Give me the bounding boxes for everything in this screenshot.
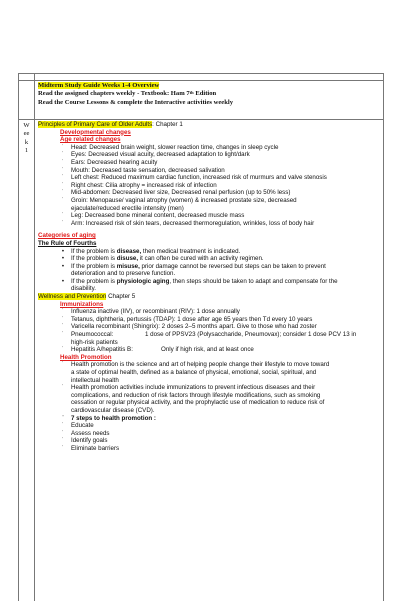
dash-icon: ˙ bbox=[61, 174, 65, 182]
dash-icon: ˙ bbox=[61, 143, 65, 151]
bullet-icon: • bbox=[61, 262, 65, 270]
list-item: ˙ Health promotion is the science and art of helping people change their lifestyle to move toward bbox=[61, 361, 330, 369]
list-item: ˙ Health promotion activities include immunizations to prevent infectious diseases and their bbox=[61, 384, 316, 392]
rule-item: deterioration and to preserve function. bbox=[71, 270, 176, 278]
dash-icon: ˙ bbox=[61, 315, 65, 323]
dash-icon: ˙ bbox=[61, 158, 65, 166]
rule-item: • If the problem is disuse, it can often be cured with an activity regimen. bbox=[61, 255, 264, 263]
dash-icon: ˙ bbox=[61, 166, 65, 174]
section-wellness: Wellness and Prevention Chapter 5 bbox=[38, 293, 136, 301]
dash-icon: ˙ bbox=[61, 212, 65, 220]
list-item: complications, and reduction of risk factors through lifestyle modifications, such as smoking bbox=[71, 391, 321, 399]
health-promotion-list bbox=[38, 361, 382, 452]
dash-icon: ˙ bbox=[61, 429, 65, 437]
list-item: ˙ Varicella recombinant (Shingrix): 2 doses 2–5 months apart. Give to those who had zoster bbox=[61, 323, 317, 331]
heading-categories: Categories of aging bbox=[38, 232, 96, 240]
dash-icon: ˙ bbox=[61, 384, 65, 392]
heading-rule-of-fourths: The Rule of Fourths bbox=[38, 239, 97, 247]
dash-icon: ˙ bbox=[61, 181, 65, 189]
list-item: ˙ Eliminate barriers bbox=[61, 444, 120, 452]
dash-icon: ˙ bbox=[61, 323, 65, 331]
column-divider bbox=[34, 81, 35, 601]
list-item: ˙ Identify goals bbox=[61, 437, 108, 445]
list-item: ˙ Tetanus, diphtheria, pertussis (TDAP): 1 dose after age 65 years then Td every 10 years bbox=[61, 315, 313, 323]
list-item: ˙ Hepatitis A/hepatitis B: Only if high risk, and at least once bbox=[61, 346, 254, 354]
rule-item: disability. bbox=[71, 285, 96, 293]
rule-item: • If the problem is misuse, prior damage cannot be reversed but steps can be taken to prevent bbox=[61, 262, 326, 270]
dash-icon: ˙ bbox=[61, 196, 65, 204]
list-item: ˙ Educate bbox=[61, 422, 94, 430]
heading-health-promotion: Health Promotion bbox=[60, 353, 112, 361]
bullet-icon: • bbox=[61, 277, 65, 285]
list-item: ˙ Arm: Increased risk of skin tears, decreased thermoregulation, wrinkles, loss of body hair bbox=[61, 219, 315, 227]
header-lessons-line: Read the Course Lessons & complete the Interactive activities weekly bbox=[38, 98, 234, 106]
rule-item: • If the problem is disease, then medical treatment is indicated. bbox=[61, 247, 241, 255]
week-label: W ee k 1 bbox=[23, 122, 30, 155]
header-textbook-line: Read the assigned chapters weekly - Textbook: Ham 7th Edition bbox=[38, 90, 217, 98]
dash-icon: ˙ bbox=[61, 444, 65, 452]
dash-icon: ˙ bbox=[61, 422, 65, 430]
section-principles: Principles of Primary Care of Older Adults: Chapter 1 bbox=[38, 121, 183, 128]
dash-icon: ˙ bbox=[61, 414, 65, 422]
list-item: intellectual health bbox=[71, 376, 119, 384]
dash-icon: ˙ bbox=[61, 189, 65, 197]
study-guide-table bbox=[18, 73, 384, 601]
list-item: ˙ Right chest: Cilia atrophy = increased risk of infection bbox=[61, 181, 217, 189]
heading-developmental: Developmental changes bbox=[60, 128, 131, 136]
list-item: ˙ Groin: Menopause/ vaginal atrophy (women) & increased prostate size, decreased bbox=[61, 196, 297, 204]
list-item: ˙ Leg: Decreased bone mineral content, decreased muscle mass bbox=[61, 212, 245, 220]
list-item: ejaculate/reduced erectile intensity (men) bbox=[71, 204, 184, 212]
list-item: ˙ Eyes: Decreased visual acuity, decreased adaptation to light/dark bbox=[61, 151, 250, 159]
rule-list bbox=[38, 248, 382, 294]
dash-icon: ˙ bbox=[61, 437, 65, 445]
dash-icon: ˙ bbox=[61, 331, 65, 339]
list-item: high-risk patients bbox=[71, 338, 118, 346]
list-item: ˙ 7 steps to health promotion : bbox=[61, 414, 156, 422]
header-title: Midterm Study Guide Weeks 1-4 Overview bbox=[38, 82, 160, 89]
list-item: ˙ Assess needs bbox=[61, 429, 110, 437]
rule-item: • If the problem is physiologic aging, then steps should be taken to adapt and compensate for the bbox=[61, 277, 338, 285]
list-item: cessation or regular physical activity, and the prophylactic use of medication to reduce risk of bbox=[71, 399, 325, 407]
list-item: ˙ Left chest: Reduced maximum cardiac function, increased risk of murmurs and valve stenosis bbox=[61, 174, 327, 182]
bullet-icon: • bbox=[61, 247, 65, 255]
week-content bbox=[38, 121, 382, 453]
dash-icon: ˙ bbox=[61, 346, 65, 354]
list-item: ˙ Influenza inactive (IIV), or recombinant (RIV): 1 dose annually bbox=[61, 308, 240, 316]
list-item: a state of optimal health, defined as a balance of physical, emotional, social, spiritual, and bbox=[71, 369, 317, 376]
dash-icon: ˙ bbox=[61, 151, 65, 159]
bullet-icon: • bbox=[61, 255, 65, 263]
list-item: ˙ Mouth: Decreased taste sensation, decreased salivation bbox=[61, 166, 225, 174]
heading-age-related: Age related changes bbox=[60, 136, 121, 144]
table-top-row bbox=[19, 74, 383, 81]
list-item: ˙ Head: Decreased brain weight, slower reaction time, changes in sleep cycle bbox=[61, 143, 279, 151]
list-item: ˙ Mid-abdomen: Decreased liver size, Decreased renal perfusion (up to 50% less) bbox=[61, 189, 291, 197]
heading-immunizations: Immunizations bbox=[60, 300, 104, 308]
list-item: ˙ Ears: Decreased hearing acuity bbox=[61, 158, 158, 166]
header-block bbox=[38, 82, 233, 107]
list-item: cardiovascular disease (CVD). bbox=[71, 406, 155, 414]
immunizations-list bbox=[38, 308, 382, 354]
list-item: ˙ Pneumococcal: 1 dose of PPSV23 (Polysaccharide, Pneumovax); consider 1 dose PCV 13 in bbox=[61, 331, 357, 339]
dash-icon: ˙ bbox=[61, 219, 65, 227]
dash-icon: ˙ bbox=[61, 308, 65, 316]
dash-icon: ˙ bbox=[61, 361, 65, 369]
age-changes-list bbox=[38, 144, 382, 228]
